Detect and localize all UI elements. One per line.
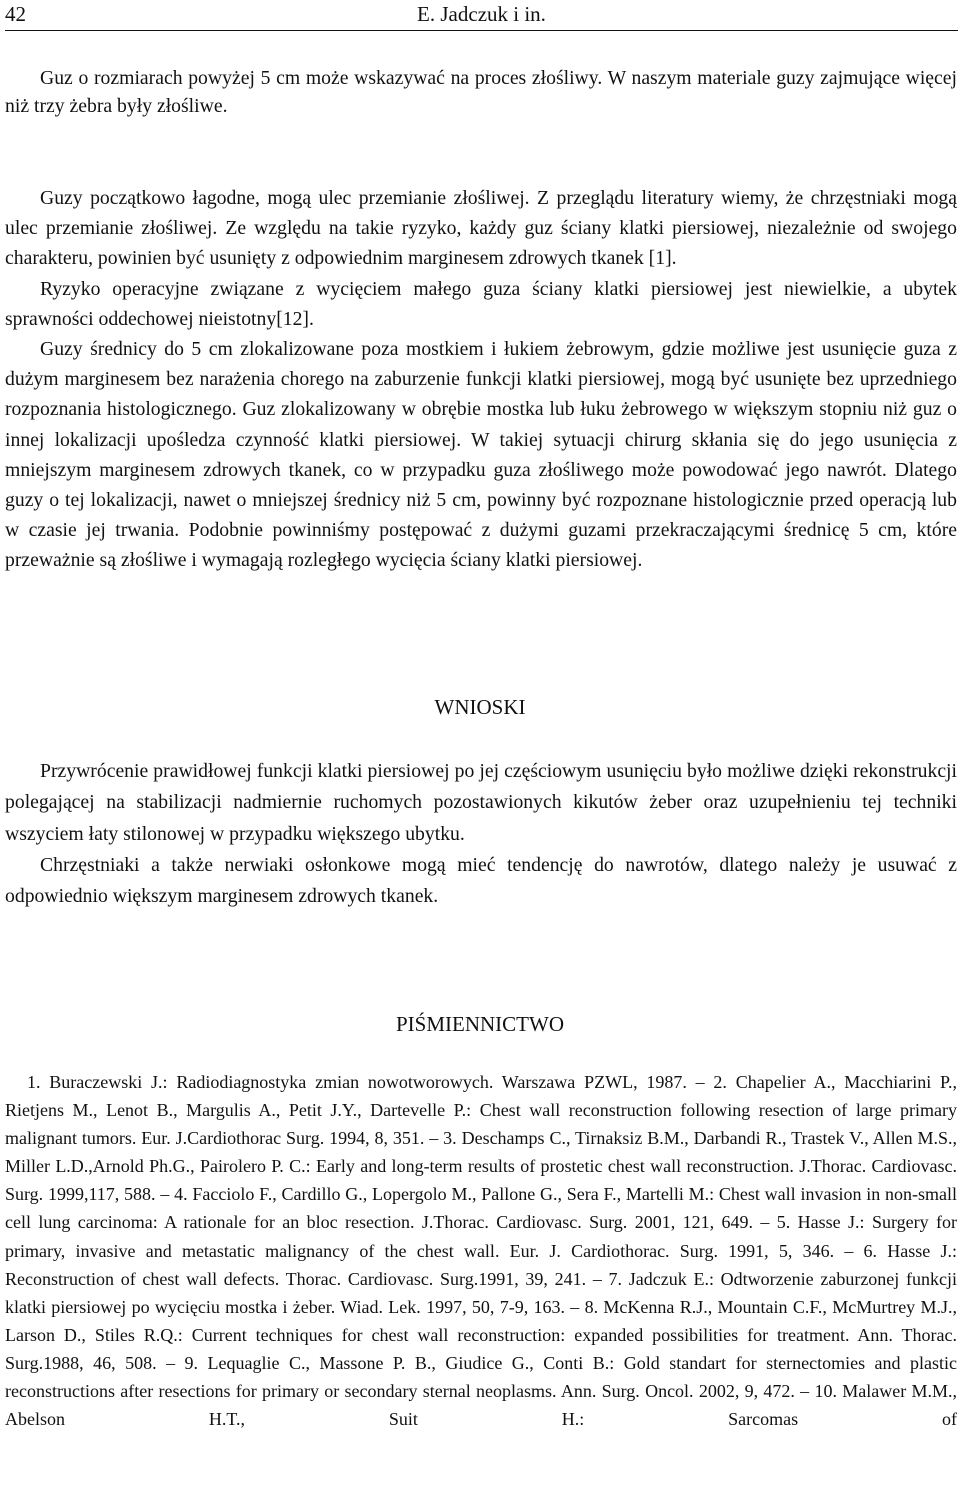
- paragraph: Przywrócenie prawidłowej funkcji klatki piersiowej po jej częściowym usunięciu było możliwe dzięki rekonstrukcji polegającej na stabilizacji nadmiernie ruchomych pozostawionych kikutów żeber oraz uzupełnieniu tej techniki wszyciem łaty stilonowej w przypadku większego ubytku.: [5, 760, 957, 845]
- running-header: [5, 0, 958, 31]
- references-list: [5, 1068, 957, 1433]
- body-section-top: [5, 64, 957, 120]
- section-heading-references: PIŚMIENNICTWO: [396, 1012, 564, 1036]
- running-title: E. Jadczuk i in.: [417, 2, 546, 26]
- paragraph: Ryzyko operacyjne związane z wycięciem małego guza ściany klatki piersiowej jest niewielkie, a ubytek sprawności oddechowej nieistotny[12].: [5, 277, 957, 330]
- paragraph: Guz o rozmiarach powyżej 5 cm może wskazywać na proces złośliwy. W naszym materiale guzy zajmujące więcej niż trzy żebra były złośliwe.: [5, 67, 957, 118]
- section-heading-conclusions: WNIOSKI: [434, 695, 526, 719]
- page-number: 42: [5, 2, 26, 26]
- paragraph: Chrzęstniaki a także nerwiaki osłonkowe mogą mieć tendencję do nawrotów, dlatego należy je usuwać z odpowiednio większym marginesem zdrowych tkanek.: [5, 853, 957, 908]
- paragraph: Guzy średnicy do 5 cm zlokalizowane poza mostkiem i łukiem żebrowym, gdzie możliwe jest usunięcie guza z dużym marginesem bez narażenia chorego na zaburzenie funkcji klatki piersiowej, mogą być usunięte bez uprzedniego rozpoznania histologicznego. Guz zlokalizowany w obrębie mostka lub łuku żebrowego w większym stopniu niż guz o innej lokalizacji upośledza czynność klatki piersiowej. W takiej sytuacji chirurg skłania się do jego usunięcia z mniejszym marginesem zdrowych tkanek, co w przypadku guza złośliwego może powodować jego nawrót. Dlatego guzy o tej lokalizacji, nawet o mniejszej średnicy niż 5 cm, powinny być rozpoznane histologicznie przed operacją lub w czasie jej trwania. Podobnie powinniśmy postępować z dużymi guzami przekraczającymi średnicę 5 cm, które przeważnie są złośliwe i wymagają rozległego wycięcia ściany klatki piersiowej.: [5, 338, 957, 572]
- paragraph: Guzy początkowo łagodne, mogą ulec przemianie złośliwej. Z przeglądu literatury wiemy, że chrzęstniaki mogą ulec przemianie złośliwej. Ze względu na takie ryzyko, każdy guz ściany klatki piersiowej, niezależnie od swojego charakteru, powinien być usunięty z odpowiednim marginesem zdrowych tkanek [1].: [5, 187, 957, 270]
- body-section-main: [5, 183, 957, 576]
- references-text: 1. Buraczewski J.: Radiodiagnostyka zmian nowotworowych. Warszawa PZWL, 1987. – 2. Chapelier A., Macchiarini P., Rietjens M., Lenot B., Margulis A., Petit J.Y., Dartevelle P.: Chest wall reconstruction following resection of large primary malignant tumors. Eur. J.Cardiothorac Surg. 1994, 8, 351. – 3. Deschamps C., Tirnaksiz B.M., Darbandi R., Trastek V., Allen M.S., Miller L.D.,Arnold Ph.G., Pairolero P. C.: Early and long-term results of prostetic chest wall reconstruction. J.Thorac. Cardiovasc. Surg. 1999,117, 588. – 4. Facciolo F., Cardillo G., Lopergolo M., Pallone G., Sera F., Martelli M.: Chest wall invasion in non-small cell lung carcinoma: A rationale for an bloc resection. J.Thorac. Cardiovasc. Surg. 2001, 121, 649. – 5. Hasse J.: Surgery for primary, invasive and metastatic malignancy of the chest wall. Eur. J. Cardiothorac. Surg. 1991, 5, 346. – 6. Hasse J.: Reconstruction of chest wall defects. Thorac. Cardiovasc. Surg.1991, 39, 241. – 7. Jadczuk E.: Odtworzenie zaburzonej funkcji klatki piersiowej po wycięciu mostka i żeber. Wiad. Lek. 1997, 50, 7-9, 163. – 8. McKenna R.J., Mountain C.F., McMurtrey M.J., Larson D., Stiles R.Q.: Current techniques for chest wall reconstruction: expanded possibilities for treatment. Ann. Thorac. Surg.1988, 46, 508. – 9. Lequaglie C., Massone P. B., Giudice G., Conti B.: Gold standart for sternectomies and plastic reconstructions after resections for primary or secondary sternal neoplasms. Ann. Surg. Oncol. 2002, 9, 472. – 10. Malawer M.M., Abelson H.T., Suit H.: Sarcomas of: [5, 1072, 957, 1430]
- conclusions-section: [5, 756, 957, 912]
